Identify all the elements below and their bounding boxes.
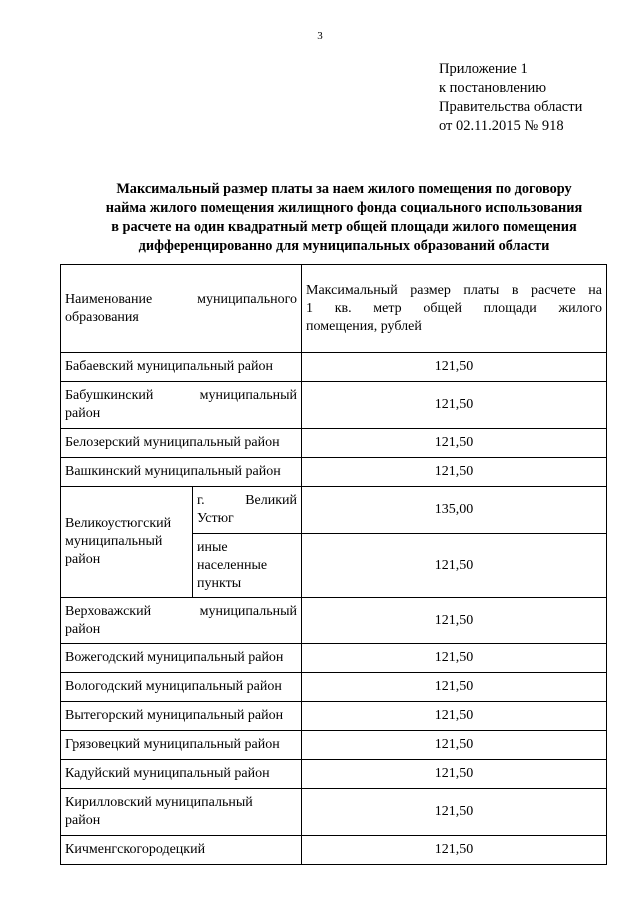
municipality-name: Вожегодский муниципальный район — [61, 644, 302, 673]
rate-value: 121,50 — [302, 702, 607, 731]
title-line: Максимальный размер платы за наем жилого помещения по договору — [116, 181, 572, 197]
rate-value: 121,50 — [302, 382, 607, 429]
municipality-name: Грязовецкий муниципальный район — [61, 731, 302, 760]
rate-value: 121,50 — [302, 644, 607, 673]
municipality-name: Вытегорский муниципальный район — [61, 702, 302, 731]
title-line: найма жилого помещения жилищного фонда социального использования — [105, 200, 583, 216]
settlement-name — [193, 534, 302, 598]
rate-value: 121,50 — [302, 458, 607, 487]
settlement-name-line: иные — [197, 539, 228, 555]
rate-value: 121,50 — [302, 836, 607, 865]
table-row — [61, 598, 607, 644]
municipality-name: Белозерский муниципальный район — [61, 429, 302, 458]
table-row — [61, 644, 607, 673]
municipality-name — [61, 789, 302, 836]
table-row — [61, 353, 607, 382]
municipality-name-line: район — [65, 621, 101, 637]
appendix-reference — [439, 60, 582, 136]
header-value-line: 1 кв. метр общей площади жилого — [306, 300, 602, 316]
appendix-line: к постановлению — [439, 80, 547, 96]
table-row — [61, 429, 607, 458]
municipality-name-line: Верховажский муниципальный — [65, 603, 298, 619]
title-line: в расчете на один квадратный метр общей площади жилого помещения — [111, 219, 577, 235]
municipality-name-line: Кирилловский муниципальный — [65, 795, 253, 810]
rent-rates-table — [60, 264, 607, 865]
municipality-name-line: район — [65, 813, 101, 828]
municipality-name-line: район — [65, 406, 101, 421]
appendix-line: от 02.11.2015 № 918 — [439, 118, 564, 134]
rate-value: 121,50 — [302, 598, 607, 644]
municipality-name: Вологодский муниципальный район — [61, 673, 302, 702]
header-value-line: помещения, рублей — [306, 318, 422, 334]
table-row — [61, 673, 607, 702]
table-row — [61, 702, 607, 731]
header-value-cell — [302, 265, 607, 353]
table-row — [61, 731, 607, 760]
table-row — [61, 382, 607, 429]
rate-value: 135,00 — [302, 487, 607, 534]
table-row — [61, 836, 607, 865]
rate-value: 121,50 — [302, 789, 607, 836]
settlement-name-line: пункты — [197, 575, 242, 591]
header-name-line: Наименование муниципального — [65, 291, 298, 307]
municipality-name: Бабаевский муниципальный район — [61, 353, 302, 382]
table-row — [61, 487, 607, 534]
page-number: 3 — [317, 30, 323, 42]
header-name-line: образования — [65, 309, 139, 325]
settlement-name — [193, 487, 302, 534]
municipality-name — [61, 598, 302, 644]
municipality-name-line: район — [65, 552, 101, 567]
table-row — [61, 760, 607, 789]
rate-value: 121,50 — [302, 731, 607, 760]
table-row — [61, 458, 607, 487]
appendix-line: Правительства области — [439, 99, 583, 115]
municipality-name: Кичменгскогородецкий — [61, 836, 302, 865]
settlement-name-line: населенные — [197, 557, 268, 573]
rate-value: 121,50 — [302, 429, 607, 458]
municipality-name: Вашкинский муниципальный район — [61, 458, 302, 487]
municipality-name — [61, 487, 193, 598]
municipality-name-line: Бабушкинский муниципальный — [65, 388, 298, 403]
table-row — [61, 789, 607, 836]
rate-value: 121,50 — [302, 673, 607, 702]
rate-value: 121,50 — [302, 760, 607, 789]
municipality-name-line: Великоустюгский — [65, 516, 172, 531]
header-value-line: Максимальный размер платы в расчете на — [306, 282, 602, 298]
settlement-name-line: г. Великий — [197, 493, 298, 508]
header-name-cell — [61, 265, 302, 353]
title-line: дифференцированно для муниципальных образований области — [138, 238, 550, 254]
rate-value: 121,50 — [302, 353, 607, 382]
appendix-line: Приложение 1 — [439, 61, 528, 77]
municipality-name — [61, 382, 302, 429]
document-title — [70, 180, 618, 256]
municipality-name-line: муниципальный — [65, 534, 163, 549]
settlement-name-line: Устюг — [197, 511, 234, 526]
municipality-name: Кадуйский муниципальный район — [61, 760, 302, 789]
table-header-row — [61, 265, 607, 353]
rate-value: 121,50 — [302, 534, 607, 598]
